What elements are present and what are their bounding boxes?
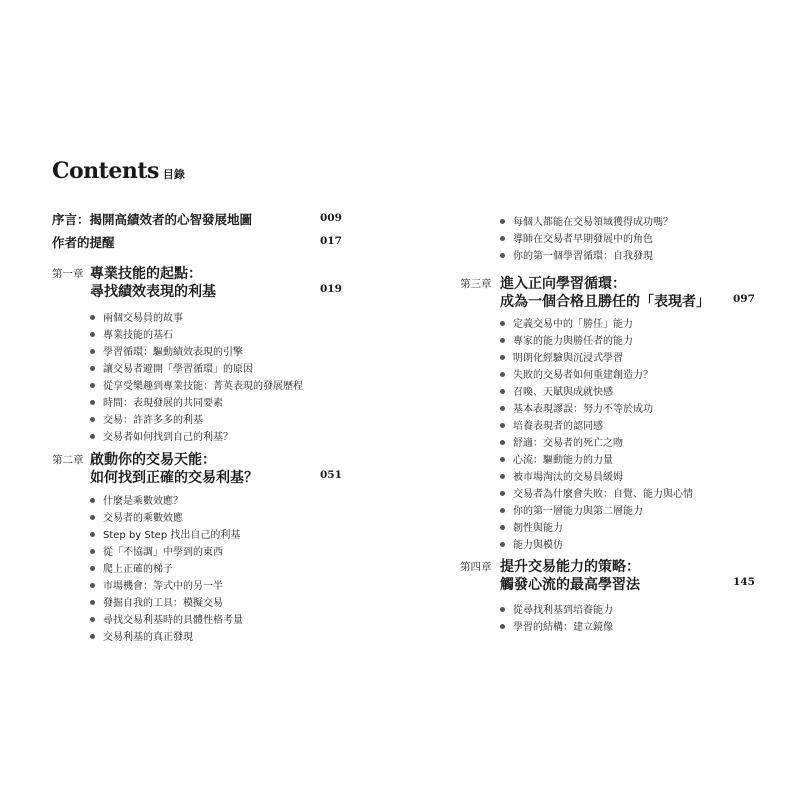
contents-title-zh: 目錄 [162,168,185,181]
chapter-1-title-line1: 專業技能的起點： [90,266,202,282]
chapter-1-title-line2: 尋找績效表現的利基 [90,284,216,300]
chapter-1-item: 讓交易者避開「學習循環」的原因 [90,360,253,375]
bullet-dot-icon [90,383,95,388]
chapter-3-item: 舒適：交易者的死亡之吻 [500,434,623,449]
chapter-1-item: 兩個交易員的故事 [90,309,183,324]
front-matter-preface: 序言：揭開高績效者的心智發展地圖 [52,212,253,227]
chapter-2-label: 第二章 [52,454,84,466]
chapter-4-title-line2: 觸發心流的最高學習法 [500,577,640,593]
bullet-dot-icon [500,406,505,411]
chapter-1-item: 交易：許許多多的利基 [90,411,203,426]
bullet-dot-icon [500,321,505,326]
chapter-4-title-line1: 提升交易能力的策略： [500,559,640,575]
chapter-3-item: 明朗化經驗與沉浸式學習 [500,349,623,364]
bullet-dot-icon [90,349,95,354]
chapter-1-item: 交易者如何找到自己的利基？ [90,428,233,443]
bullet-dot-icon [90,617,95,622]
chapter-3-item: 你的第一層能力與第二層能力 [500,502,643,517]
chapter-3-item: 培養表現者的認同感 [500,417,603,432]
chapter-1-item: 時間：表現發展的共同要素 [90,394,223,409]
bullet-dot-icon [500,389,505,394]
front-matter-author-note: 作者的提醒 [52,235,115,250]
chapter-3-pre-item: 你的第一個學習循環：自我發現 [500,247,653,262]
bullet-dot-icon [500,457,505,462]
chapter-1-item: 專業技能的基石 [90,326,173,341]
bullet-dot-icon [500,508,505,513]
chapter-3-label: 第三章 [460,278,492,290]
chapter-3-title-line2: 成為一個合格且勝任的「表現者」 [500,294,710,310]
chapter-1-label: 第一章 [52,268,84,280]
bullet-dot-icon [500,219,505,224]
chapter-2-page: 051 [320,469,342,481]
bullet-dot-icon [500,253,505,258]
front-matter-author-note-page: 017 [320,235,342,247]
chapter-2-item: 尋找交易利基時的具體性格考量 [90,611,243,626]
bullet-dot-icon [500,474,505,479]
chapter-3-item: 被市場淘汰的交易員緩姆 [500,468,623,483]
bullet-dot-icon [500,355,505,360]
chapter-3-item: 韌性與能力 [500,519,563,534]
chapter-1-item: 從享受樂趣到專業技能：菁英表現的發展歷程 [90,377,303,392]
bullet-dot-icon [500,338,505,343]
bullet-dot-icon [500,607,505,612]
chapter-3-item: 召喚、天賦與成就快感 [500,383,613,398]
bullet-dot-icon [500,372,505,377]
chapter-4-item: 從尋找利基到培養能力 [500,601,613,616]
chapter-3-item: 失敗的交易者如何重建創造力？ [500,366,653,381]
bullet-dot-icon [90,400,95,405]
chapter-3-item: 定義交易中的「勝任」能力 [500,315,633,330]
bullet-dot-icon [500,440,505,445]
chapter-2-title-line1: 啟動你的交易天能： [90,452,216,468]
bullet-dot-icon [500,423,505,428]
chapter-3-page: 097 [733,293,755,305]
bullet-dot-icon [90,532,95,537]
chapter-1-page: 019 [320,283,342,295]
bullet-dot-icon [500,542,505,547]
chapter-2-item: 交易利基的真正發現 [90,628,193,643]
chapter-3-item: 心流：驅動能力的力量 [500,451,613,466]
chapter-3-item: 交易者為什麼會失敗：自覺、能力與心情 [500,485,693,500]
bullet-dot-icon [90,515,95,520]
chapter-1-item: 學習循環：驅動績效表現的引擎 [90,343,243,358]
bullet-dot-icon [90,566,95,571]
chapter-4-item: 學習的結構：建立鏡像 [500,618,613,633]
chapter-3-item: 基本表現謬誤：努力不等於成功 [500,400,653,415]
chapter-2-item: 從「不協調」中學到的東西 [90,543,223,558]
bullet-dot-icon [90,315,95,320]
front-matter-preface-page: 009 [320,212,342,224]
bullet-dot-icon [90,498,95,503]
bullet-dot-icon [90,434,95,439]
chapter-4-label: 第四章 [460,561,492,573]
bullet-dot-icon [90,332,95,337]
chapter-3-pre-item: 導師在交易者早期發展中的角色 [500,230,653,245]
chapter-4-page: 145 [733,576,755,588]
chapter-2-item: 爬上正確的梯子 [90,560,173,575]
contents-title [52,158,185,184]
bullet-dot-icon [500,236,505,241]
bullet-dot-icon [500,525,505,530]
bullet-dot-icon [90,583,95,588]
chapter-2-item: 發掘自我的工具：模擬交易 [90,594,223,609]
chapter-3-item: 能力與模仿 [500,536,563,551]
chapter-2-item: 市場機會：等式中的另一半 [90,577,223,592]
bullet-dot-icon [500,624,505,629]
chapter-3-item: 專家的能力與勝任者的能力 [500,332,633,347]
bullet-dot-icon [500,491,505,496]
bullet-dot-icon [90,549,95,554]
chapter-3-title-line1: 進入正向學習循環： [500,276,626,292]
bullet-dot-icon [90,634,95,639]
bullet-dot-icon [90,600,95,605]
chapter-3-pre-item: 每個人都能在交易領域獲得成功嗎？ [500,213,673,228]
chapter-2-title-line2: 如何找到正確的交易利基？ [90,470,258,486]
bullet-dot-icon [90,366,95,371]
chapter-2-item: Step by Step 找出自己的利基 [90,526,240,541]
bullet-dot-icon [90,417,95,422]
chapter-2-item: 交易者的乘數效應 [90,509,183,524]
contents-title-en: Contents [52,158,159,184]
chapter-2-item: 什麼是乘數效應？ [90,492,183,507]
